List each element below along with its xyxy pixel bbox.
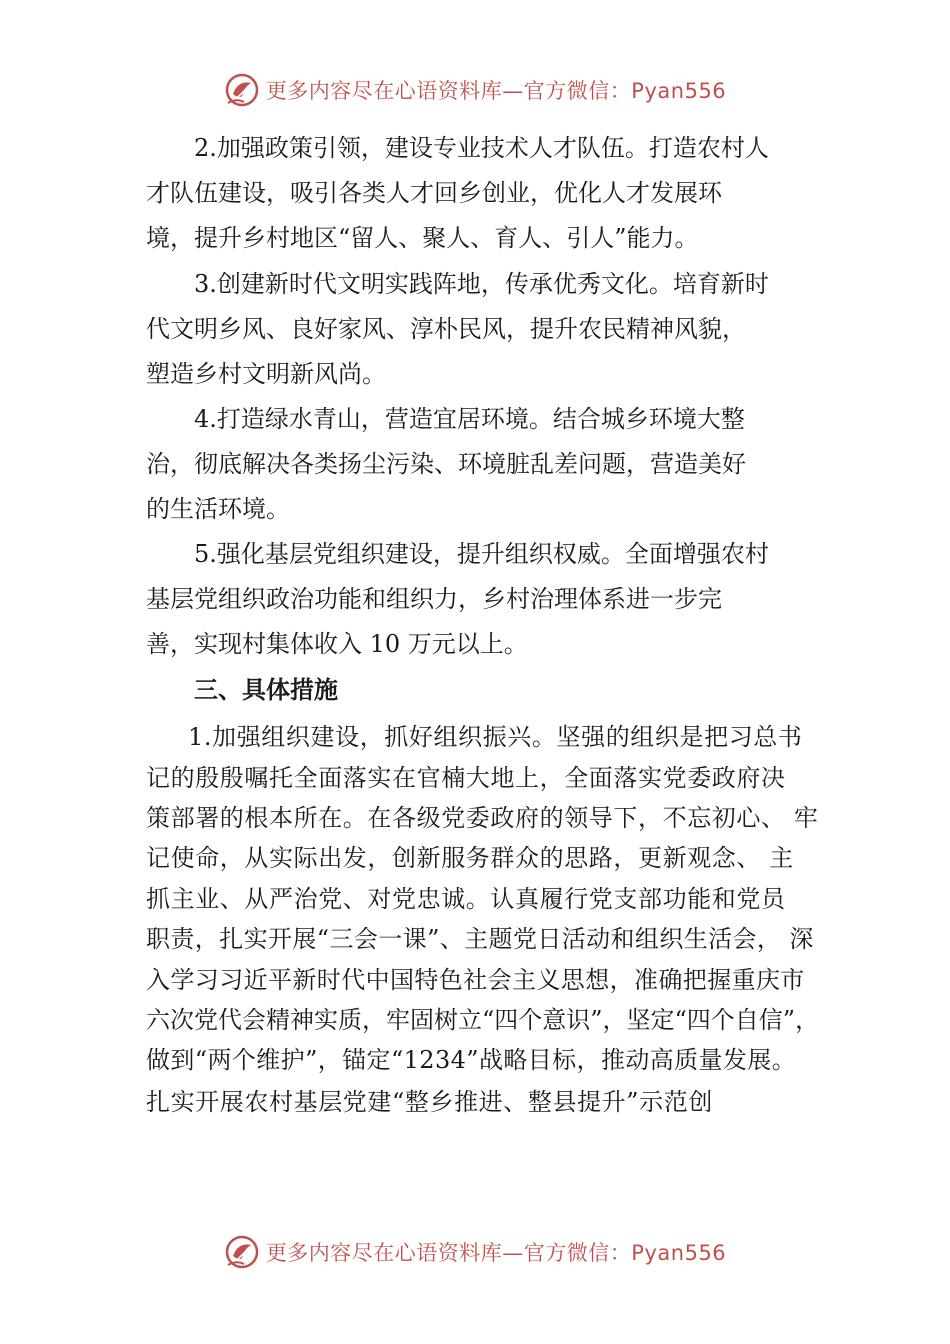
quill-logo-icon — [224, 72, 260, 108]
paragraph-line: 扎实开展农村基层党建“整乡推进、整县提升”示范创 — [146, 1088, 713, 1116]
paragraph-line: 善，实现村集体收入 10 万元以上。 — [146, 630, 528, 658]
paragraph-line: 入学习习近平新时代中国特色社会主义思想，准确把握重庆市 — [146, 966, 805, 994]
footer-watermark-banner — [0, 1230, 950, 1274]
paragraph-line: 职责，扎实开展“三会一课”、主题党日活动和组织生活会， 深 — [146, 925, 814, 953]
paragraph-line: 的生活环境。 — [146, 495, 290, 523]
paragraph-line: 塑造乡村文明新风尚。 — [146, 360, 386, 388]
paragraph-line: 做到“两个维护”，锚定“1234”战略目标，推动高质量发展。 — [146, 1046, 797, 1074]
footer-watermark-text: 更多内容尽在心语资料库—官方微信：Pyan556 — [265, 1241, 727, 1265]
header-watermark-text: 更多内容尽在心语资料库—官方微信：Pyan556 — [265, 79, 727, 103]
paragraph-line: 5.强化基层党组织建设，提升组织权威。全面增强农村 — [194, 540, 769, 568]
paragraph-line: 2.加强政策引领，建设专业技术人才队伍。打造农村人 — [194, 134, 769, 162]
paragraph-line: 4.打造绿水青山，营造宜居环境。结合城乡环境大整 — [194, 405, 745, 433]
paragraph-line: 才队伍建设，吸引各类人才回乡创业，优化人才发展环 — [146, 179, 722, 207]
paragraph-line: 策部署的根本所在。在各级党委政府的领导下，不忘初心、 牢 — [146, 804, 819, 832]
paragraph-line: 代文明乡风、良好家风、淳朴民风，提升农民精神风貌， — [146, 315, 746, 343]
paragraph-line: 抓主业、从严治党、对党忠诚。认真履行党支部功能和党员 — [146, 885, 786, 913]
section-heading: 三、具体措施 — [194, 676, 338, 704]
paragraph-line: 记的殷殷嘱托全面落实在官楠大地上，全面落实党委政府决 — [146, 764, 786, 792]
paragraph-line: 治，彻底解决各类扬尘污染、环境脏乱差问题，营造美好 — [146, 450, 746, 478]
header-watermark-banner — [0, 68, 950, 112]
paragraph-line: 六次党代会精神实质，牢固树立“四个意识”，坚定“四个自信”， — [146, 1006, 820, 1034]
paragraph-line: 基层党组织政治功能和组织力，乡村治理体系进一步完 — [146, 585, 722, 613]
paragraph-line: 3.创建新时代文明实践阵地，传承优秀文化。培育新时 — [194, 270, 769, 298]
paragraph-line: 境，提升乡村地区“留人、聚人、育人、引人”能力。 — [146, 224, 699, 252]
quill-logo-icon — [224, 1234, 260, 1270]
paragraph-line: 1.加强组织建设，抓好组织振兴。坚强的组织是把习总书 — [188, 723, 803, 751]
paragraph-line: 记使命，从实际出发，创新服务群众的思路，更新观念、 主 — [146, 844, 794, 872]
